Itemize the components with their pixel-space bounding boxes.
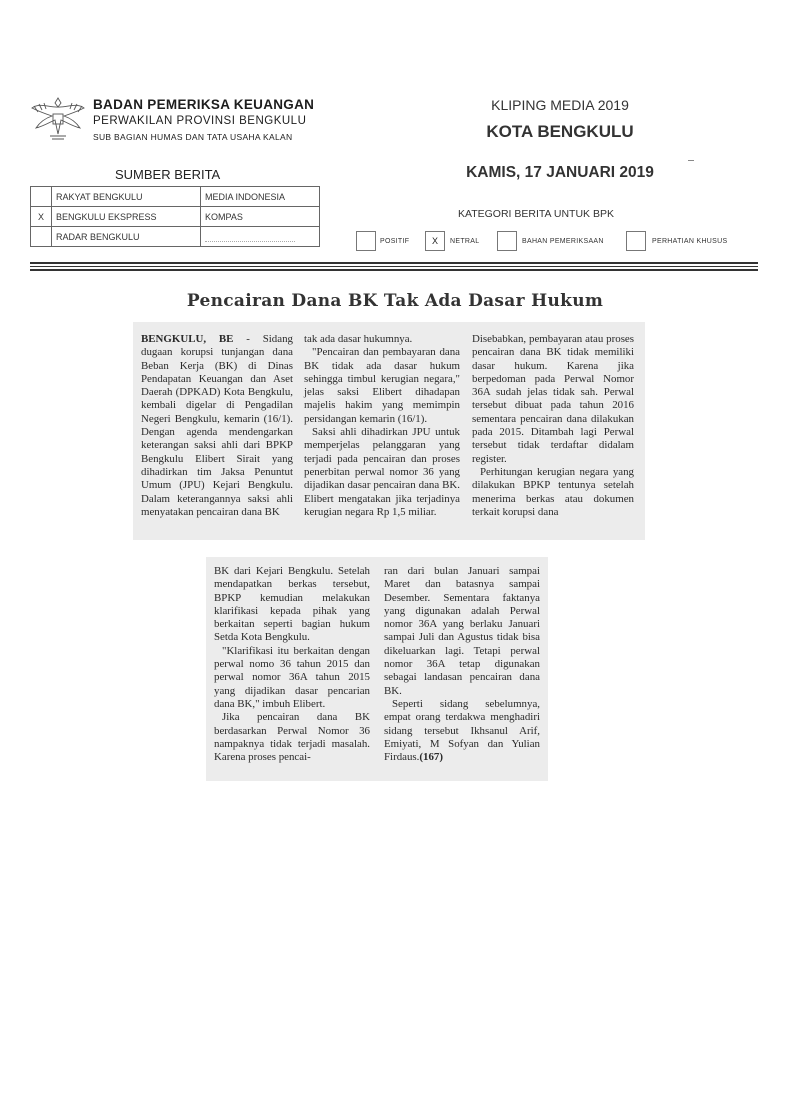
category-label: POSITIF xyxy=(380,238,410,245)
source-mark: X xyxy=(31,207,52,227)
header-divider xyxy=(30,269,758,271)
source-table xyxy=(30,186,320,247)
category-label: NETRAL xyxy=(450,238,480,245)
garuda-emblem-icon xyxy=(28,88,88,148)
header-divider xyxy=(30,262,758,264)
header-divider xyxy=(30,266,758,267)
article-paragraph: Perhitungan kerugian negara yang dilakukan BPKP tentunya setelah menerima berkas atau dokumen terkait korupsi dana xyxy=(472,465,634,518)
category-checkbox-perhatian-khusus[interactable] xyxy=(626,231,646,251)
dateline: BENGKULU, BE xyxy=(141,333,234,345)
org-sub-division: SUB BAGIAN HUMAS DAN TATA USAHA KALAN xyxy=(93,132,293,142)
publication-date: KAMIS, 17 JANUARI 2019 xyxy=(466,164,654,181)
kliping-title: KLIPING MEDIA 2019 xyxy=(491,97,629,113)
article-paragraph: Seperti sidang sebelumnya, empat orang terdakwa menghadiri sidang tersebut Ikhsanul Arif, Emiyati, M Sofyan dan Yulian Firdaus.(167) xyxy=(384,697,540,764)
article-paragraph: Disebabkan, pembayaran atau proses pencairan dana BK tidak memiliki dasar hukum. Karena jika berpedoman pada Perwal Nomor 36A sudah jelas tidak sah. Perwal tersebut dibuat pada tahun 2016 sementara pencairan dana dilakukan pada 2015. Ditambah lagi Perwal tersebut tidak terdaftar didalam register. xyxy=(472,333,634,465)
source-mark xyxy=(31,227,52,247)
stray-mark xyxy=(688,160,694,161)
source-name: RADAR BENGKULU xyxy=(52,227,201,247)
source-mark xyxy=(31,187,52,207)
category-label: PERHATIAN KHUSUS xyxy=(652,238,728,245)
sumber-berita-label: SUMBER BERITA xyxy=(115,167,221,182)
article-column xyxy=(304,333,460,519)
source-name: RAKYAT BENGKULU xyxy=(52,187,201,207)
article-paragraph: BENGKULU, BE - Sidang dugaan korupsi tunjangan dana Beban Kerja (BK) di Dinas Pendapatan Keuangan dan Aset Daerah (DPKAD) Kota Bengkulu, kembali digelar di Pengadilan Negeri Bengkulu, kemarin (16/1). Dengan agenda mendengarkan keterangan saksi ahli dari BPKP Bengkulu Elibert Sirait yang dihadirkan tim Jaksa Penuntut Umum (JPU) Kejari Bengkulu. Dalam keterangannya saksi ahli menyatakan pencairan dana BK xyxy=(141,333,293,518)
category-label: BAHAN PEMERIKSAAN xyxy=(522,238,604,245)
category-checkbox-netral[interactable]: X xyxy=(425,231,445,251)
article-column xyxy=(384,565,540,764)
author-code: (167) xyxy=(419,751,443,764)
article-column xyxy=(472,333,634,519)
table-row xyxy=(31,187,320,207)
article-paragraph: Jika pencairan dana BK berdasarkan Perwal Nomor 36 nampaknya tidak terjadi masalah. Karena proses pencai- xyxy=(214,711,370,764)
source-name: MEDIA INDONESIA xyxy=(201,187,320,207)
article-headline: Pencairan Dana BK Tak Ada Dasar Hukum xyxy=(186,291,604,311)
article-column xyxy=(141,333,293,519)
article-paragraph: ran dari bulan Januari sampai Maret dan batasnya sampai Desember. Sementara faktanya yang digunakan adalah Perwal nomor 36A yang berlaku Januari sampai Juli dan Agustus tidak bisa dikeluarkan lagi. Tetapi perwal nomor 36A tetap digunakan sebagai landasan pencairan dana BK. xyxy=(384,565,540,697)
source-name: BENGKULU EKSPRESS xyxy=(52,207,201,227)
article-paragraph: tak ada dasar hukumnya. xyxy=(304,333,413,345)
category-checkbox-positif[interactable] xyxy=(356,231,376,251)
table-row xyxy=(31,207,320,227)
org-branch: PERWAKILAN PROVINSI BENGKULU xyxy=(93,115,307,127)
article-paragraph: BK dari Kejari Bengkulu. Setelah mendapatkan berkas tersebut, BPKP kemudian melakukan klarifikasi kepada pihak yang berkaitan seperti bagian hukum Setda Kota Bengkulu. xyxy=(214,565,370,644)
table-row xyxy=(31,227,320,247)
org-name: BADAN PEMERIKSA KEUANGAN xyxy=(93,97,315,112)
city-title: KOTA BENGKULU xyxy=(486,122,634,141)
category-checkbox-bahan-pemeriksaan[interactable] xyxy=(497,231,517,251)
article-paragraph: "Pencairan dan pembayaran dana BK tidak ada dasar hukum sehingga timbul kerugian negara," jelas saksi Elibert dihadapan majelis hakim yang memimpin persidangan kemarin (16/1). xyxy=(304,346,460,425)
source-name: KOMPAS xyxy=(201,207,320,227)
article-paragraph: "Klarifikasi itu berkaitan dengan perwal nomo 36 tahun 2015 dan perwal nomor 36A tahun 2015 yang dijadikan dasar pencarian dana BK," imbuh Elibert. xyxy=(214,644,370,710)
kategori-title: KATEGORI BERITA UNTUK BPK xyxy=(458,208,614,220)
article-column xyxy=(214,565,370,764)
article-paragraph: Saksi ahli dihadirkan JPU untuk memperjelas pelanggaran yang terjadi pada pencairan dan proses penerbitan perwal nomor 36 yang dijadikan dasar pencairan dana BK. Elibert mengatakan jika terjadinya kerugian negara Rp 1,5 miliar. xyxy=(304,426,460,518)
source-name xyxy=(201,227,320,247)
